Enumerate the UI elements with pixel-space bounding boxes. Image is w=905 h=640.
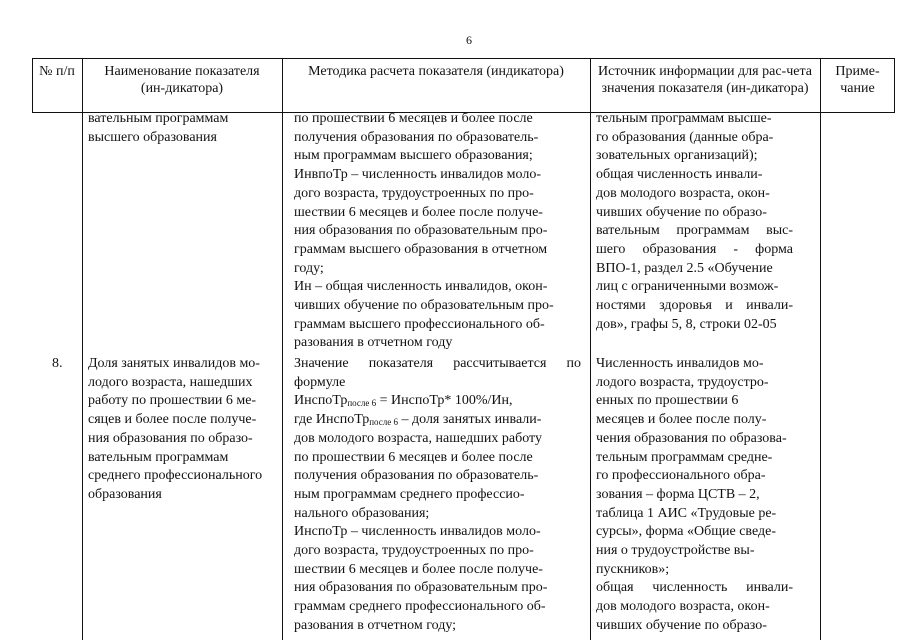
row8-name-cell: Доля занятых инвалидов мо- лодого возраста, нашедших работу по прошествии 6 ме- сяцев и более после получе- ния образования по образо- вательным программам среднего профессионального образования <box>88 356 263 502</box>
formula-where-line: где ИнспоТр$_{после 6}$ – доля занятых инвали- <box>294 412 542 428</box>
cont-source-cell: тельным программам высше- го образования (данные обра- зовательных организаций); общая численность инвали- дов молодого возраста, окон- чивших обучение по образо- вательным программам выс- шего образования - форма ВПО-1, раздел 2.5 «Обучение лиц с ограниченными возмож- ностями здоровья и инвали- дов», графы 5, 8, строки 02-05 <box>596 111 793 332</box>
row8-source-cell: Численность инвалидов мо- лодого возраста, трудоустро- енных по прошествии 6 месяцев и более после полу- чения образования по образова- тельным программам средне- го профессионального обра- зования – форма ЦСТВ – 2, таблица 1 АИС «Трудовые ре- сурсы», форма «Общие сведе- ния о трудоустройстве вы- пускников»; общая численность инвали- дов молодого возраста, окон- чивших обучение по образо- <box>596 356 793 633</box>
cont-name-cell: вательным программам высшего образования <box>88 111 229 145</box>
column-divider <box>282 58 283 640</box>
column-divider <box>82 58 83 640</box>
header-note: Приме-чание <box>820 58 895 113</box>
column-divider <box>820 58 821 640</box>
header-source: Источник информации для рас-чета значения показателя (ин-дикатора) <box>590 58 820 113</box>
row8-method-cell: Значение показателя рассчитывается по формуле ИнспоТр$_{после 6}$ = ИнспоТр* 100%/Ин, где ИнспоТр$_{после 6}$ – доля занятых инвали- дов молодого возраста, нашедших работу по прошествии 6 месяцев и более после получения образования по образователь- ным программам среднего профессио- нального образования; ИнспоТр – численность инвалидов моло- дого возраста, трудоустроенных по про- шествии 6 месяцев и более после получе- ния образования по образовательным про- граммам среднего профессионального об- разования в отчетном году; <box>294 356 581 633</box>
formula-line: ИнспоТр$_{после 6}$ = ИнспоТр* 100%/Ин, <box>294 393 513 409</box>
column-divider <box>894 58 895 113</box>
page-number: 6 <box>466 33 472 47</box>
header-method: Методика расчета показателя (индикатора) <box>282 58 590 113</box>
column-divider <box>32 58 33 113</box>
header-name: Наименование показателя (ин-дикатора) <box>82 58 282 113</box>
column-divider <box>590 58 591 640</box>
cont-method-cell: по прошествии 6 месяцев и более после получения образования по образователь- ным программам высшего образования; ИнвпоТр – численность инвалидов моло- дого возраста, трудоустроенных по про- шествии 6 месяцев и более после получе- ния образования по образовательным про- граммам высшего образования в отчетном году; Ин – общая численность инвалидов, окон- чивших обучение по образовательным про- граммам высшего профессионального об- разования в отчетном году <box>294 111 554 351</box>
row8-number: 8. <box>52 356 63 371</box>
header-num: № п/п <box>32 58 82 113</box>
